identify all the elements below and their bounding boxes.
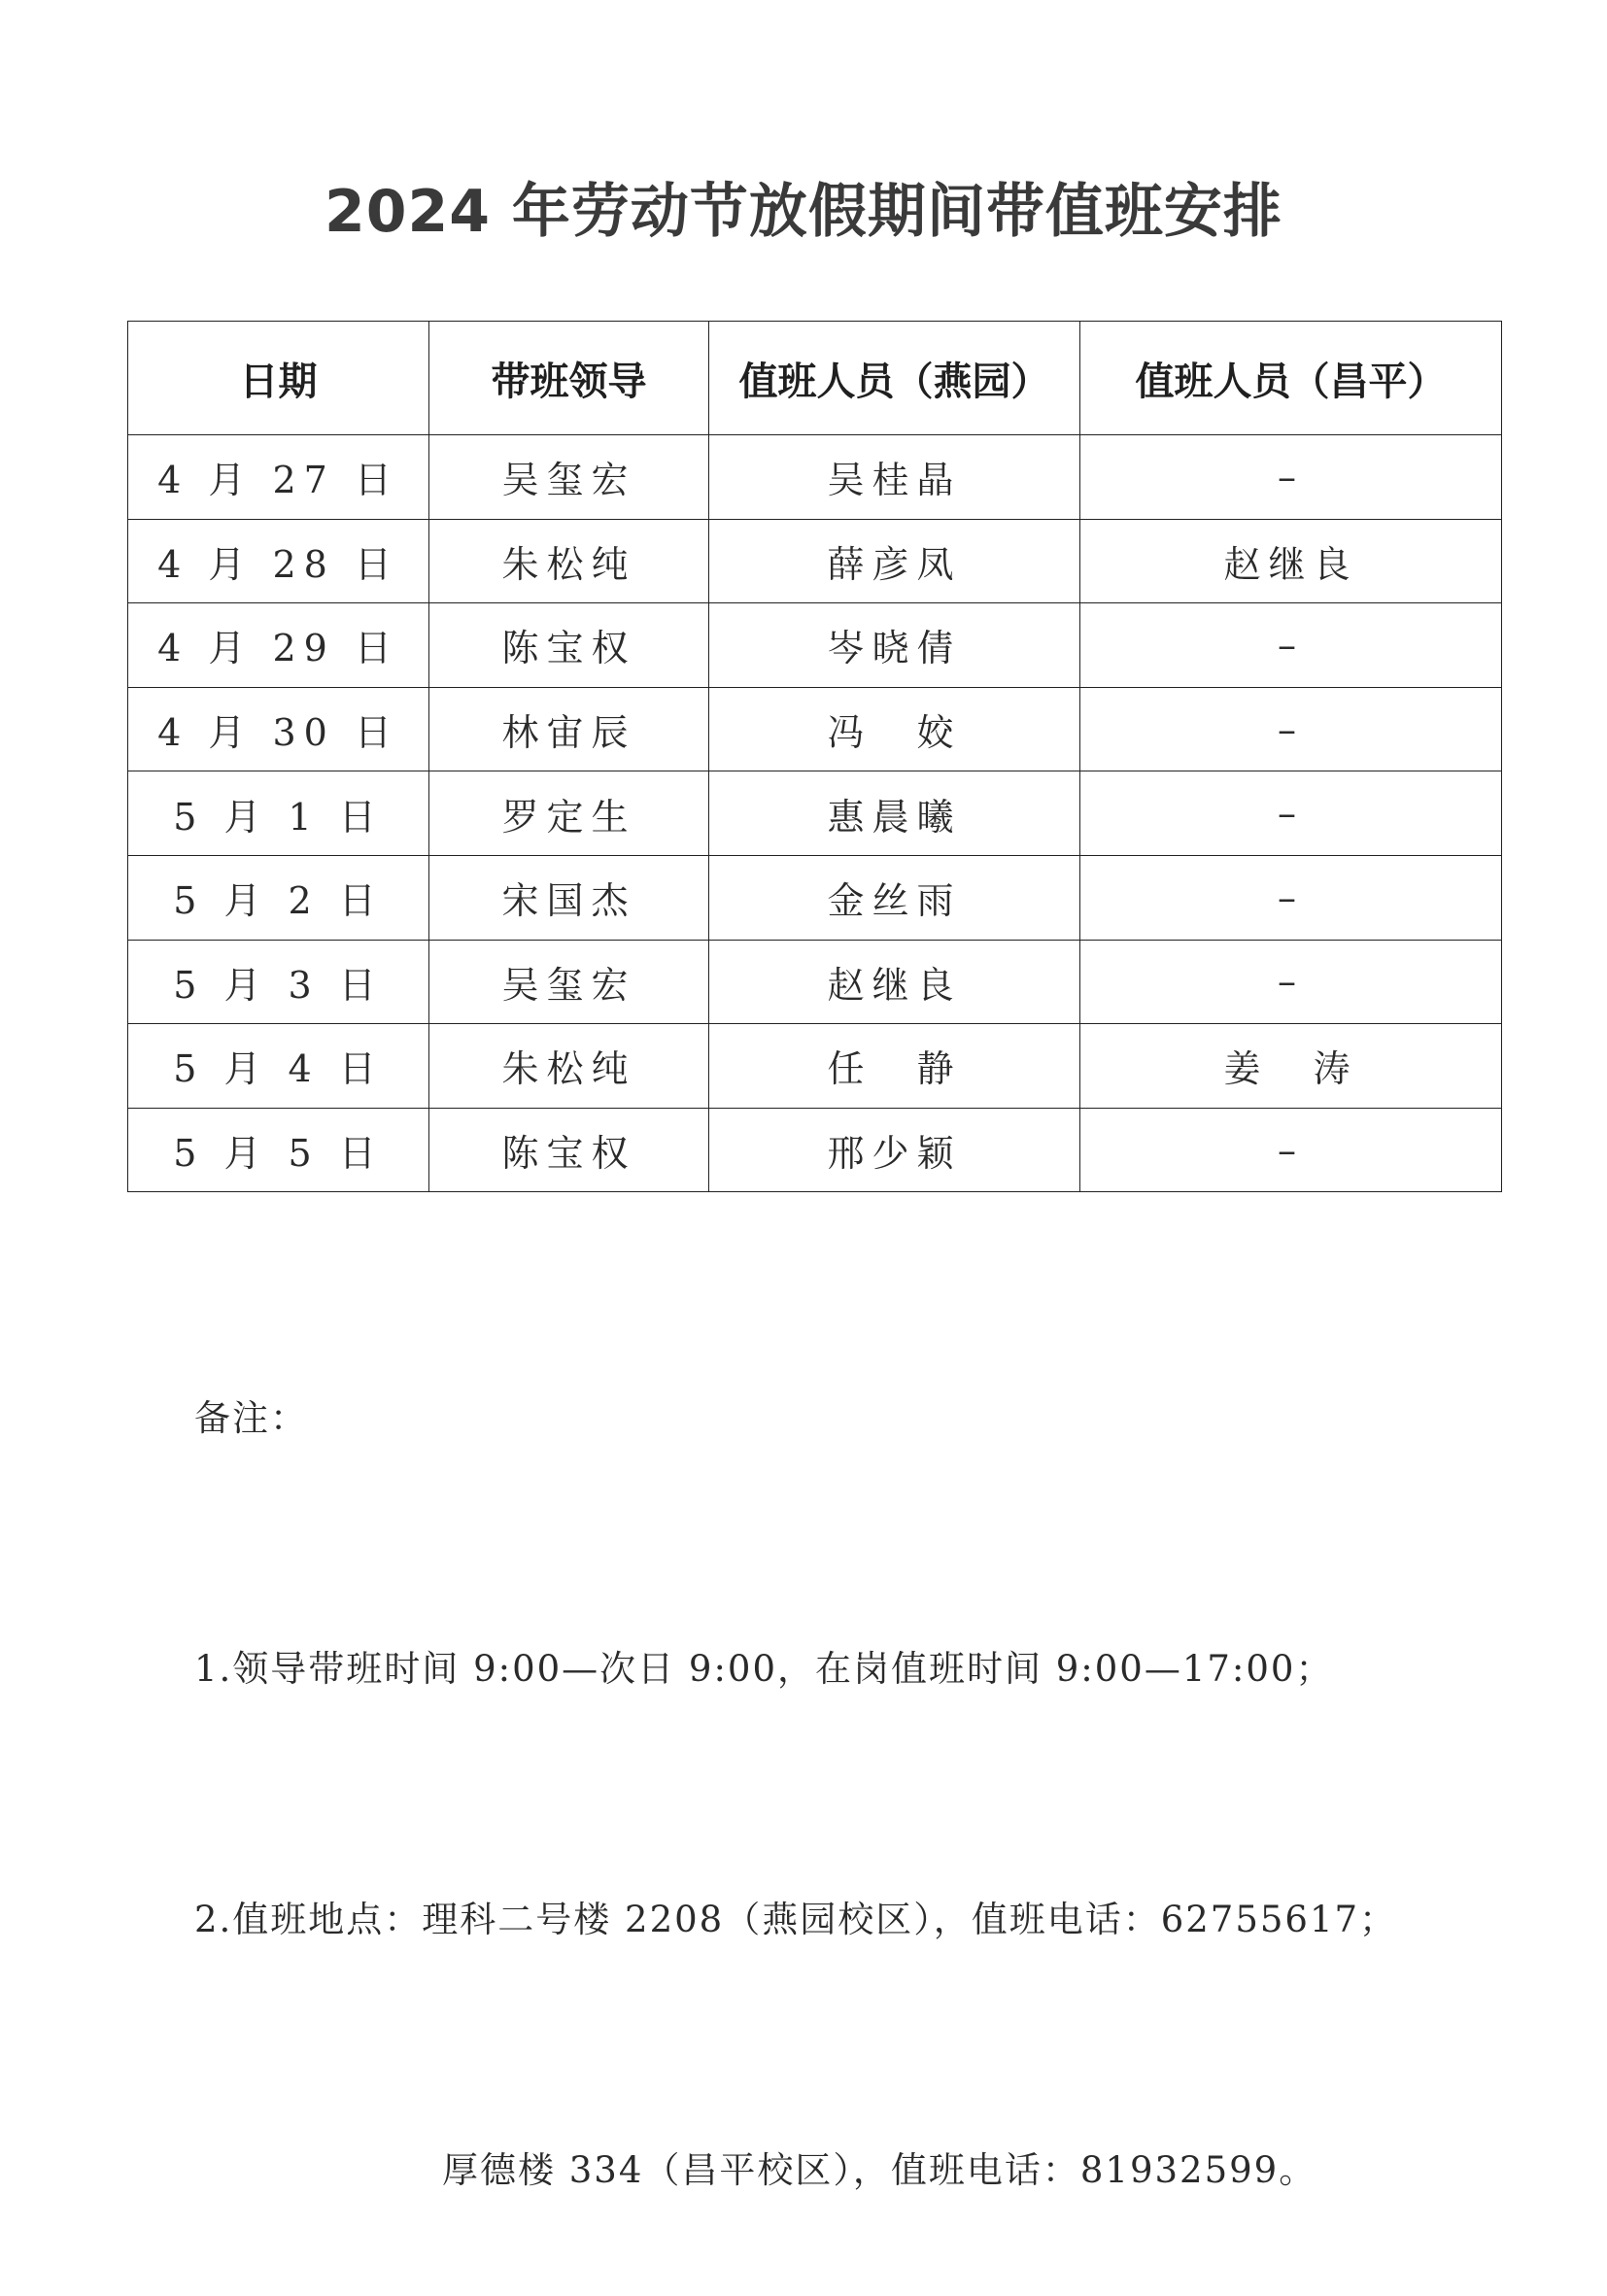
cell-date: 5 月 4 日 (128, 1024, 429, 1109)
cell-staff-changping: – (1080, 940, 1502, 1024)
cell-staff-changping: – (1080, 771, 1502, 856)
cell-leader: 罗定生 (429, 771, 709, 856)
cell-staff-yanyuan: 邢少颖 (709, 1108, 1080, 1192)
duty-schedule-table (127, 321, 1502, 1192)
notes-line-2: 2.值班地点：理科二号楼 2208（燕园校区），值班电话：62755617； (194, 1899, 1398, 1940)
cell-staff-changping: – (1080, 687, 1502, 771)
table-header-row (128, 322, 1502, 435)
table-row (128, 687, 1502, 771)
cell-leader: 吴玺宏 (429, 940, 709, 1024)
cell-staff-changping: – (1080, 1108, 1502, 1192)
cell-date: 4 月 29 日 (128, 603, 429, 688)
cell-leader: 陈宝权 (429, 1108, 709, 1192)
cell-staff-yanyuan: 金丝雨 (709, 855, 1080, 940)
cell-staff-yanyuan: 岑晓倩 (709, 603, 1080, 688)
table-row (128, 603, 1502, 688)
table-row (128, 1108, 1502, 1192)
table-row (128, 940, 1502, 1024)
header-staff-changping: 值班人员（昌平） (1080, 322, 1502, 435)
table-row (128, 771, 1502, 856)
notes-section (194, 1210, 1397, 2296)
table-row (128, 855, 1502, 940)
cell-leader: 吴玺宏 (429, 435, 709, 520)
table-row (128, 519, 1502, 603)
cell-leader: 陈宝权 (429, 603, 709, 688)
cell-staff-changping: – (1080, 855, 1502, 940)
cell-date: 5 月 1 日 (128, 771, 429, 856)
page-title: 2024 年劳动节放假期间带值班安排 (325, 178, 1282, 246)
cell-leader: 朱松纯 (429, 519, 709, 603)
cell-staff-yanyuan: 薛彦凤 (709, 519, 1080, 603)
cell-staff-changping: – (1080, 603, 1502, 688)
table-row (128, 435, 1502, 520)
notes-line-3: 厚德楼 334（昌平校区），值班电话：81932599。 (442, 2149, 1317, 2191)
cell-date: 4 月 28 日 (128, 519, 429, 603)
cell-staff-changping: – (1080, 435, 1502, 520)
cell-staff-changping: 姜 涛 (1080, 1024, 1502, 1109)
cell-date: 5 月 2 日 (128, 855, 429, 940)
cell-leader: 宋国杰 (429, 855, 709, 940)
cell-leader: 朱松纯 (429, 1024, 709, 1109)
cell-date: 5 月 5 日 (128, 1108, 429, 1192)
cell-staff-yanyuan: 冯 姣 (709, 687, 1080, 771)
header-leader: 带班领导 (429, 322, 709, 435)
cell-staff-yanyuan: 赵继良 (709, 940, 1080, 1024)
cell-date: 4 月 27 日 (128, 435, 429, 520)
table-row (128, 1024, 1502, 1109)
header-date: 日期 (128, 322, 429, 435)
cell-staff-yanyuan: 任 静 (709, 1024, 1080, 1109)
cell-leader: 林宙辰 (429, 687, 709, 771)
header-staff-yanyuan: 值班人员（燕园） (709, 322, 1080, 435)
notes-heading: 备注： (194, 1397, 308, 1439)
cell-date: 5 月 3 日 (128, 940, 429, 1024)
cell-staff-yanyuan: 惠晨曦 (709, 771, 1080, 856)
cell-staff-yanyuan: 吴桂晶 (709, 435, 1080, 520)
cell-date: 4 月 30 日 (128, 687, 429, 771)
cell-staff-changping: 赵继良 (1080, 519, 1502, 603)
notes-line-1: 1.领导带班时间 9:00—次日 9:00，在岗值班时间 9:00—17:00； (194, 1648, 1334, 1690)
